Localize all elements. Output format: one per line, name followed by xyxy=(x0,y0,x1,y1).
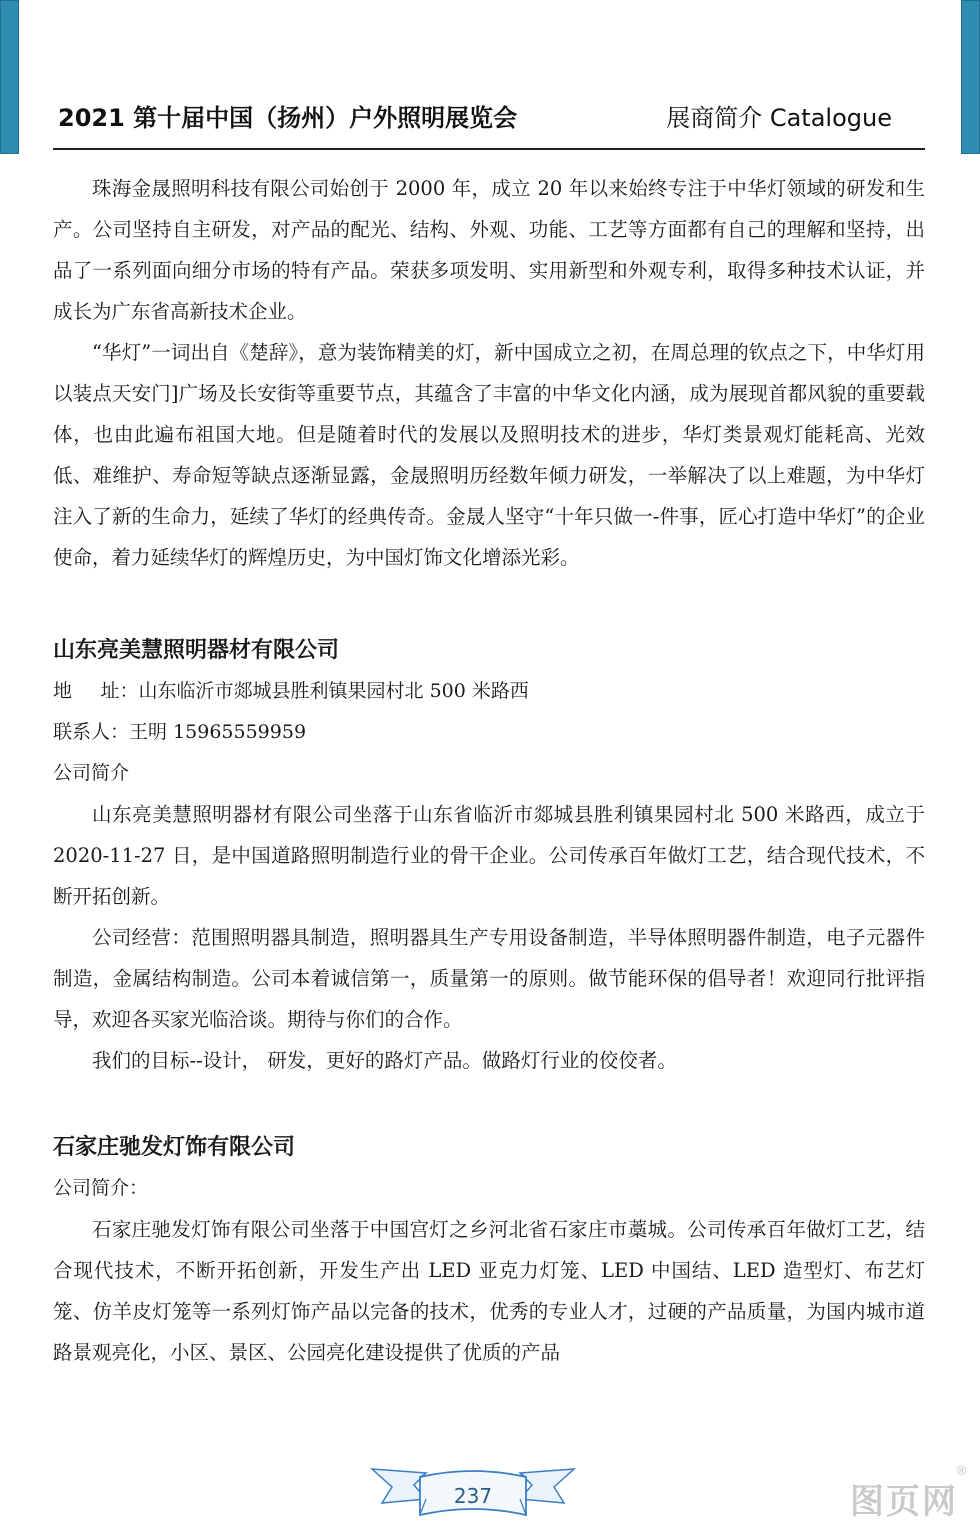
watermark-text: 图页网 xyxy=(850,1482,958,1522)
address-line xyxy=(53,671,925,712)
paragraph: “华灯”一词出自《楚辞》，意为装饰精美的灯，新中国成立之初，在周总理的钦点之下，中华灯用以装点天安门]广场及长安街等重要节点，其蕴含了丰富的中华文化内涵，成为展现首都风貌的重要载体，也由此遍布祖国大地。但是随着时代的发展以及照明技术的进步，华灯类景观灯能耗高、光效低、难维护、寿命短等缺点逐渐显露，金晟照明历经数年倾力研发，一举解决了以上难题，为中华灯注入了新的生命力，延续了华灯的经典传奇。金晟人坚守“十年只做一-件事，匠心打造中华灯”的企业使命，着力延续华灯的辉煌历史，为中国灯饰文化增添光彩。 xyxy=(53,341,925,569)
address-label-2: 址： xyxy=(100,680,139,702)
header-divider xyxy=(53,148,925,150)
paragraph: 公司经营：范围照明器具制造，照明器具生产专用设备制造，半导体照明器件制造，电子元器件制造，金属结构制造。公司本着诚信第一，质量第一的原则。做节能环保的倡导者！欢迎同行批评指导，欢迎各买家光临洽谈。期待与你们的合作。 xyxy=(53,926,925,1031)
paragraph: 石家庄驰发灯饰有限公司坐落于中国宫灯之乡河北省石家庄市藁城。公司传承百年做灯工艺，结合现代技术，不断开拓创新，开发生产出 LED 亚克力灯笼、LED 中国结、LED 造型灯、布艺灯笼、仿羊皮灯笼等一系列灯饰产品以完备的技术，优秀的专业人才，过硬的产品质量，为国内城市道路景观亮化，小区、景区、公园亮化建设提供了优质的产品 xyxy=(53,1218,925,1364)
page-content xyxy=(53,168,925,1373)
registered-mark: ® xyxy=(955,1464,970,1479)
paragraph: 我们的目标--设计， 研发，更好的路灯产品。做路灯行业的佼佼者。 xyxy=(92,1049,677,1072)
watermark-logo xyxy=(850,1464,970,1523)
contact-label: 联系人： xyxy=(53,721,130,743)
page-number: 237 xyxy=(453,1484,493,1508)
paragraph: 山东亮美慧照明器材有限公司坐落于山东省临沂市郯城县胜利镇果园村北 500 米路西，成立于 2020-11-27 日，是中国道路照明制造行业的骨干企业。公司传承百年做灯工艺，结合现代技术，不断开拓创新。 xyxy=(53,803,925,908)
address-value: 山东临沂市郯城县胜利镇果园村北 500 米路西 xyxy=(138,680,529,702)
intro-label: 公司简介： xyxy=(53,1177,149,1199)
section-shandong-liangmeihui xyxy=(53,631,925,1081)
paragraph: 珠海金晟照明科技有限公司始创于 2000 年，成立 20 年以来始终专注于中华灯领域的研发和生产。公司坚持自主研发，对产品的配光、结构、外观、功能、工艺等方面都有自己的理解和坚持，出品了一系列面向细分市场的特有产品。荣获多项发明、实用新型和外观专利，取得多种技术认证，并成长为广东省高新技术企业。 xyxy=(53,177,925,323)
right-edge-tab xyxy=(961,0,980,154)
left-edge-tab xyxy=(0,0,19,154)
contact-value: 王明 15965559959 xyxy=(129,721,307,743)
address-label-1: 地 xyxy=(53,680,73,702)
page-header xyxy=(58,98,892,134)
contact-line xyxy=(53,712,925,753)
company-name: 山东亮美慧照明器材有限公司 xyxy=(53,638,340,663)
section-zhuhai-jinsheng xyxy=(53,168,925,578)
catalogue-label: 展商简介 Catalogue xyxy=(666,104,892,132)
section-shijiazhuang-chifa xyxy=(53,1128,925,1373)
intro-label: 公司简介 xyxy=(53,762,130,784)
company-name: 石家庄驰发灯饰有限公司 xyxy=(53,1135,296,1160)
exhibition-title: 2021 第十届中国（扬州）户外照明展览会 xyxy=(58,104,518,132)
